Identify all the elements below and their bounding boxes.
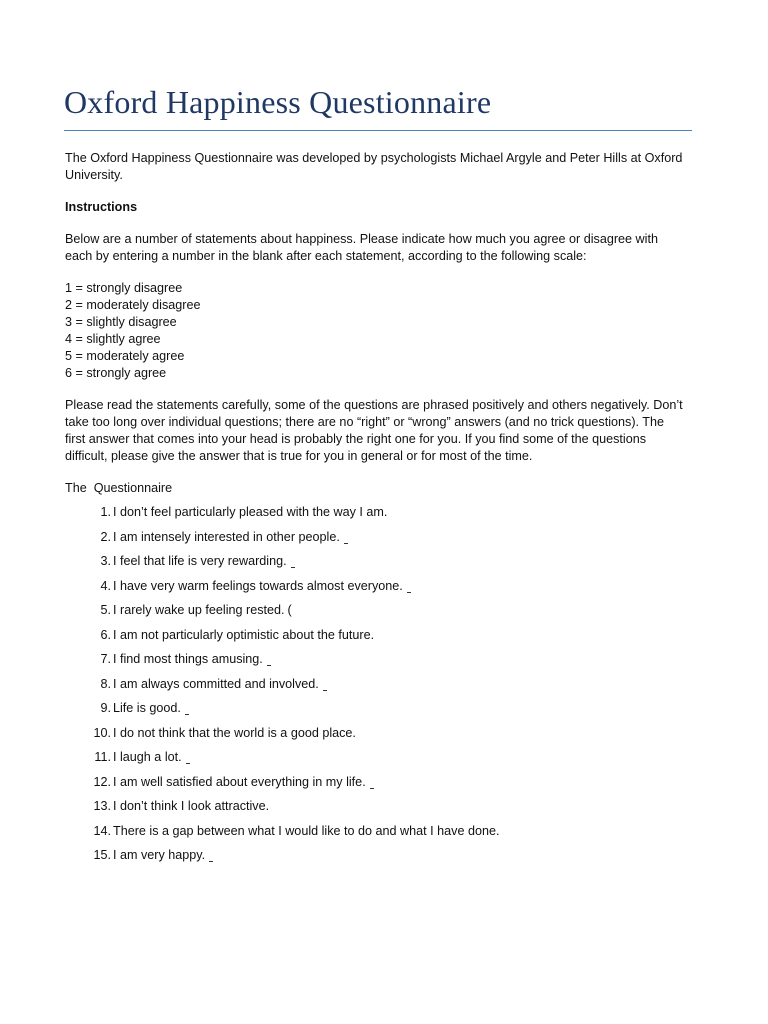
question-text: I don’t feel particularly pleased with the way I am. [113, 505, 388, 519]
scale-item: 1 = strongly disagree [65, 281, 183, 295]
question-number: 6. [100, 627, 111, 642]
question-text: I find most things amusing. [113, 652, 263, 666]
scale-item: 6 = strongly agree [65, 366, 167, 380]
question-item [65, 798, 685, 823]
question-number: 7. [100, 652, 111, 666]
answer-blank[interactable] [291, 553, 295, 568]
question-text: I am intensely interested in other people. [113, 529, 340, 544]
question-item [65, 651, 685, 676]
question-number: 13. [93, 799, 111, 813]
question-number: 8. [100, 676, 111, 691]
page-title: Oxford Happiness Questionnaire [64, 84, 492, 120]
answer-blank[interactable] [185, 700, 189, 715]
question-number: 11. [94, 750, 111, 764]
question-text: I laugh a lot. [113, 750, 182, 764]
answer-blank[interactable] [344, 529, 348, 544]
question-text: I have very warm feelings towards almost everyone. [113, 578, 403, 593]
question-number: 14. [93, 823, 111, 838]
document-body [65, 150, 685, 872]
question-item [65, 602, 685, 627]
scale-item: 2 = moderately disagree [65, 298, 201, 312]
questionnaire-heading: The Questionnaire [65, 481, 173, 495]
intro-paragraph: The Oxford Happiness Questionnaire was developed by psychologists Michael Argyle and Peter Hills at Oxford University. [65, 151, 683, 182]
question-number: 3. [100, 554, 111, 568]
answer-blank[interactable] [323, 676, 327, 691]
question-number: 9. [100, 701, 111, 715]
question-number: 1. [100, 505, 111, 519]
question-item [65, 847, 685, 872]
scale-item: 4 = slightly agree [65, 332, 161, 346]
answer-blank[interactable] [370, 774, 374, 789]
reverse-scored-marker: ( [287, 603, 292, 617]
question-item [65, 529, 685, 554]
question-item [65, 676, 685, 701]
title-rule [64, 130, 692, 131]
question-item [65, 627, 685, 652]
question-item [65, 774, 685, 799]
question-number: 5. [100, 603, 111, 617]
rating-scale [65, 280, 685, 382]
question-text: Life is good. [113, 701, 181, 715]
question-text: I am not particularly optimistic about the future. [113, 627, 375, 642]
question-item [65, 504, 685, 529]
answer-blank[interactable] [407, 578, 411, 593]
answer-blank[interactable] [209, 847, 213, 862]
answer-blank[interactable] [186, 749, 190, 764]
question-item [65, 578, 685, 603]
question-number: 4. [100, 578, 111, 593]
question-text: I am always committed and involved. [113, 676, 319, 691]
scale-item: 5 = moderately agree [65, 349, 185, 363]
question-item [65, 700, 685, 725]
question-number: 12. [93, 774, 111, 789]
question-text: I do not think that the world is a good place. [113, 725, 356, 740]
question-text: I don’t think I look attractive. [113, 799, 270, 813]
question-item [65, 823, 685, 848]
question-text: There is a gap between what I would like to do and what I have done. [113, 823, 500, 838]
question-item [65, 553, 685, 578]
question-text: I feel that life is very rewarding. [113, 554, 287, 568]
question-number: 15. [93, 848, 111, 862]
answer-blank[interactable] [267, 651, 271, 666]
question-text: I rarely wake up feeling rested. [113, 603, 285, 617]
guidance-paragraph: Please read the statements carefully, some of the questions are phrased positively and others negatively. Don’t take too long over individual questions; there are no “right” or “wrong” answers (and no trick questions). The first answer that comes into your head is probably the right one for you. If you find some of the questions difficult, please give the answer that is true for you in general or for most of the time. [65, 398, 683, 463]
scale-item: 3 = slightly disagree [65, 315, 177, 329]
question-item [65, 725, 685, 750]
question-number: 2. [100, 529, 111, 544]
question-list [65, 504, 685, 872]
instructions-paragraph: Below are a number of statements about happiness. Please indicate how much you agree or disagree with each by entering a number in the blank after each statement, according to the following scale: [65, 232, 658, 263]
instructions-heading: Instructions [65, 200, 138, 214]
question-text: I am very happy. [113, 848, 206, 862]
question-text: I am well satisfied about everything in my life. [113, 774, 366, 789]
question-number: 10. [93, 725, 111, 740]
question-item [65, 749, 685, 774]
